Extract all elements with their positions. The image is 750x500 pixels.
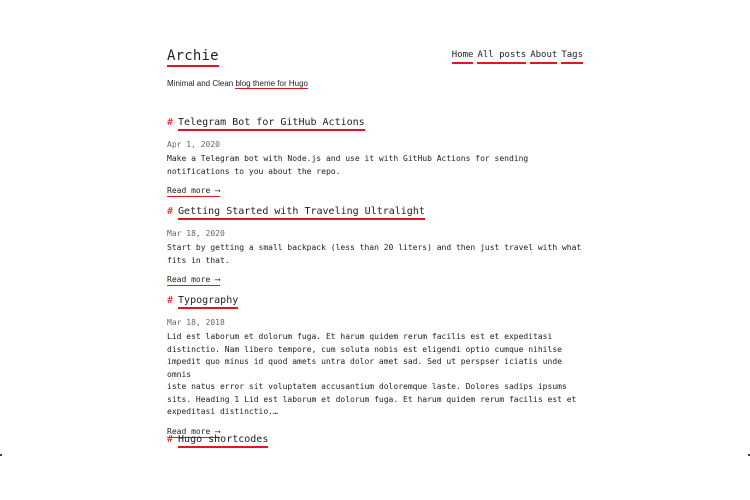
- post-summary: Lid est laborum et dolorum fuga. Et harum quidem rerum facilis est et expeditasi distinctio. Nam libero tempore, cum soluta nobis est eligendi optio cumque nihilse impedit quo minus id quod amets untra dolor amet sad. Sed ut perspser iciatis unde omnis iste natus error sit voluptatem accusantium doloremque laste. Dolores sadips ipsums sits. Heading 1 Lid est laborum et dolorum fuga. Et harum quidem rerum facilis est et expeditasi distinctio.…: [167, 332, 577, 416]
- read-more-link[interactable]: Read more ⟶: [167, 186, 220, 195]
- post-title-link[interactable]: Getting Started with Traveling Ultralight: [178, 206, 425, 220]
- nav-all-posts-link[interactable]: All posts: [477, 50, 526, 64]
- read-more-link[interactable]: Read more ⟶: [167, 426, 220, 436]
- post-title: [167, 295, 583, 307]
- hash-marker: #: [167, 295, 174, 306]
- read-more-link[interactable]: Read more ⟶: [167, 275, 220, 284]
- site-header: [167, 0, 583, 70]
- post-title: [167, 117, 583, 129]
- window-edge-marker: [0, 454, 2, 456]
- post-date: Mar 18, 2020: [167, 229, 225, 238]
- post-title-link[interactable]: Hugo shortcodes: [178, 434, 268, 448]
- tagline-text: Minimal and Clean: [167, 79, 236, 88]
- main-nav: [452, 50, 583, 64]
- page-container: [167, 0, 583, 445]
- site-tagline: [167, 79, 308, 88]
- post-date: Mar 18, 2018: [167, 318, 225, 327]
- post-item: [167, 434, 583, 446]
- nav-home-link[interactable]: Home: [452, 50, 474, 64]
- hash-marker: #: [167, 434, 174, 445]
- site-title-link[interactable]: Archie: [167, 48, 219, 67]
- nav-tags-link[interactable]: Tags: [561, 50, 583, 64]
- post-title-link[interactable]: Telegram Bot for GitHub Actions: [178, 117, 365, 131]
- hash-marker: #: [167, 117, 174, 128]
- post-title: [167, 434, 583, 446]
- hash-marker: #: [167, 206, 174, 217]
- post-item: [167, 295, 583, 438]
- post-item: [167, 117, 583, 197]
- post-item: [167, 206, 583, 286]
- post-title-link[interactable]: Typography: [178, 295, 238, 309]
- post-summary: Start by getting a small backpack (less than 20 liters) and then just travel with what fits in that.: [167, 243, 582, 265]
- post-title: [167, 206, 583, 218]
- nav-about-link[interactable]: About: [530, 50, 557, 64]
- post-summary: Make a Telegram bot with Node.js and use it with GitHub Actions for sending notifications to you about the repo.: [167, 154, 529, 176]
- tagline-link[interactable]: blog theme for Hugo: [235, 79, 308, 88]
- post-date: Apr 1, 2020: [167, 140, 220, 149]
